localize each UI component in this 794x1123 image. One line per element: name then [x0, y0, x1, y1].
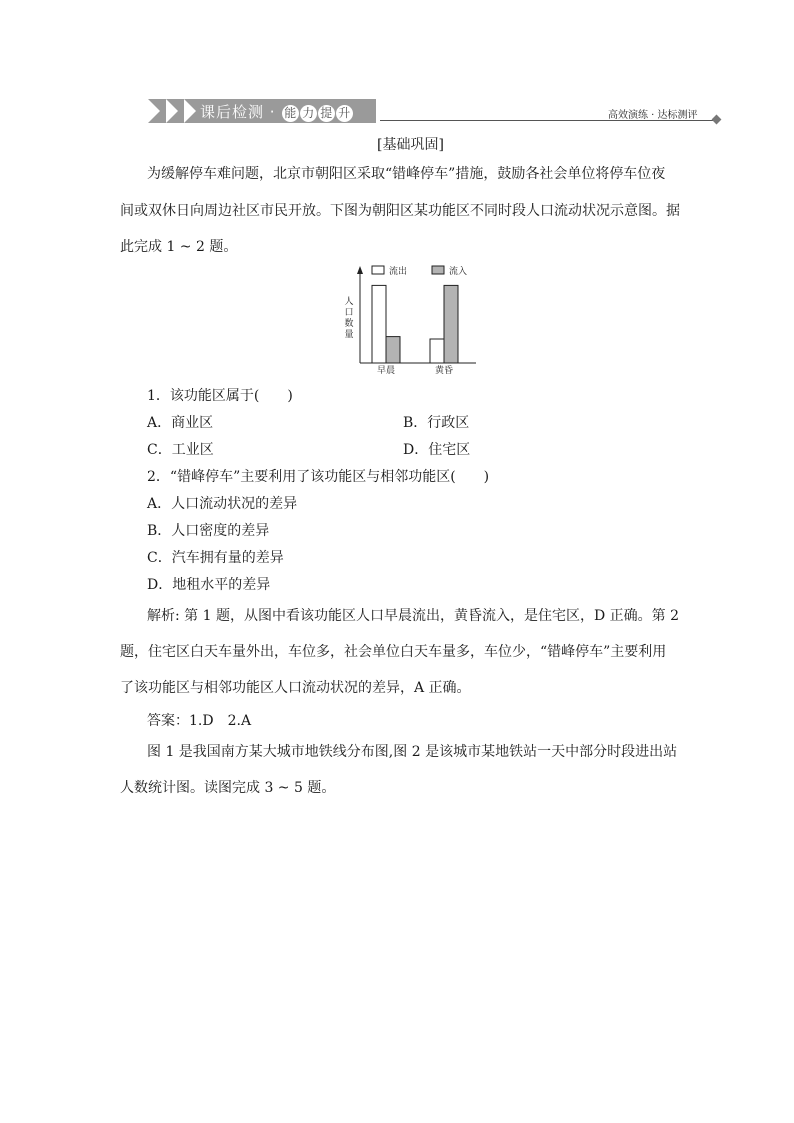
- y-axis-label: [344, 295, 353, 340]
- circle-char: 提: [320, 106, 334, 120]
- q2-option-a: A．人口流动状况的差异: [147, 496, 298, 512]
- chevron-right-icon: [148, 99, 160, 123]
- section-title: [200, 101, 353, 122]
- y-axis-label-char: 量: [344, 330, 354, 340]
- header-right-label: 高效演练 · 达标测评: [608, 110, 698, 121]
- x-tick-label: 早晨: [376, 366, 396, 376]
- diamond-icon: [712, 115, 722, 125]
- y-axis-label-char: 人: [344, 297, 354, 307]
- q1-option-a: A．商业区: [147, 415, 214, 431]
- circle-char: 力: [302, 106, 316, 120]
- subheading: [基础巩固]: [377, 137, 444, 153]
- q2-option-d: D．地租水平的差异: [147, 577, 271, 593]
- y-axis-label-char: 数: [344, 319, 354, 329]
- q2-option-c: C．汽车拥有量的差异: [147, 550, 284, 566]
- q1-option-d: D．住宅区: [403, 442, 471, 458]
- bar-流入-黄昏: [444, 285, 458, 363]
- chevron-right-icon: [184, 99, 196, 123]
- legend-label: 流入: [449, 267, 468, 277]
- analysis-line-1: 解析: 第 1 题，从图中看该功能区人口早晨流出，黄昏流入，是住宅区，D 正确。第 2: [147, 608, 680, 624]
- analysis-line-3: 了该功能区与相邻功能区人口流动状况的差异，A 正确。: [120, 680, 471, 696]
- intro-line-2: 间或双休日向周边社区市民开放。下图为朝阳区某功能区不同时段人口流动状况示意图。据: [120, 203, 680, 219]
- chart-bars: [372, 285, 458, 363]
- legend-label: 流出: [389, 267, 408, 277]
- chevron-right-icon: [166, 99, 178, 123]
- x-tick-label: 黄昏: [434, 366, 454, 376]
- y-axis-arrow: [357, 266, 363, 274]
- circle-char: 升: [338, 106, 352, 120]
- bar-流出-早晨: [372, 285, 386, 363]
- chart-legend: [372, 265, 467, 277]
- q2-option-b: B．人口密度的差异: [147, 523, 270, 539]
- q2-stem: 2．“错峰停车”主要利用了该功能区与相邻功能区( ): [147, 469, 490, 485]
- y-axis-label-char: 口: [344, 308, 354, 318]
- intro-line-1: 为缓解停车难问题，北京市朝阳区采取“错峰停车”措施，鼓励各社会单位将停车位夜: [147, 166, 666, 182]
- bar-流入-早晨: [386, 337, 400, 363]
- legend-swatch: [432, 266, 444, 274]
- q1-option-c: C．工业区: [147, 442, 214, 458]
- q1-option-b: B．行政区: [403, 415, 470, 431]
- intro-line-3: 此完成 1 ~ 2 题。: [120, 239, 238, 255]
- bar-chart: [330, 262, 480, 377]
- circle-char: 能: [284, 106, 298, 120]
- section-title-a: 课后检测 ·: [200, 103, 282, 121]
- next-intro-line-2: 人数统计图。读图完成 3 ~ 5 题。: [120, 780, 336, 796]
- answer: 答案：1.D 2.A: [147, 713, 252, 729]
- next-intro-line-1: 图 1 是我国南方某大城市地铁线分布图,图 2 是该城市某地铁站一天中部分时段进出站: [147, 744, 678, 760]
- q1-stem: 1．该功能区属于( ): [147, 388, 293, 404]
- legend-swatch: [372, 266, 384, 274]
- analysis-line-2: 题，住宅区白天车量外出，车位多，社会单位白天车量多，车位少，“错峰停车”主要利用: [120, 644, 667, 660]
- bar-流出-黄昏: [430, 339, 444, 363]
- x-tick-labels: [377, 364, 453, 376]
